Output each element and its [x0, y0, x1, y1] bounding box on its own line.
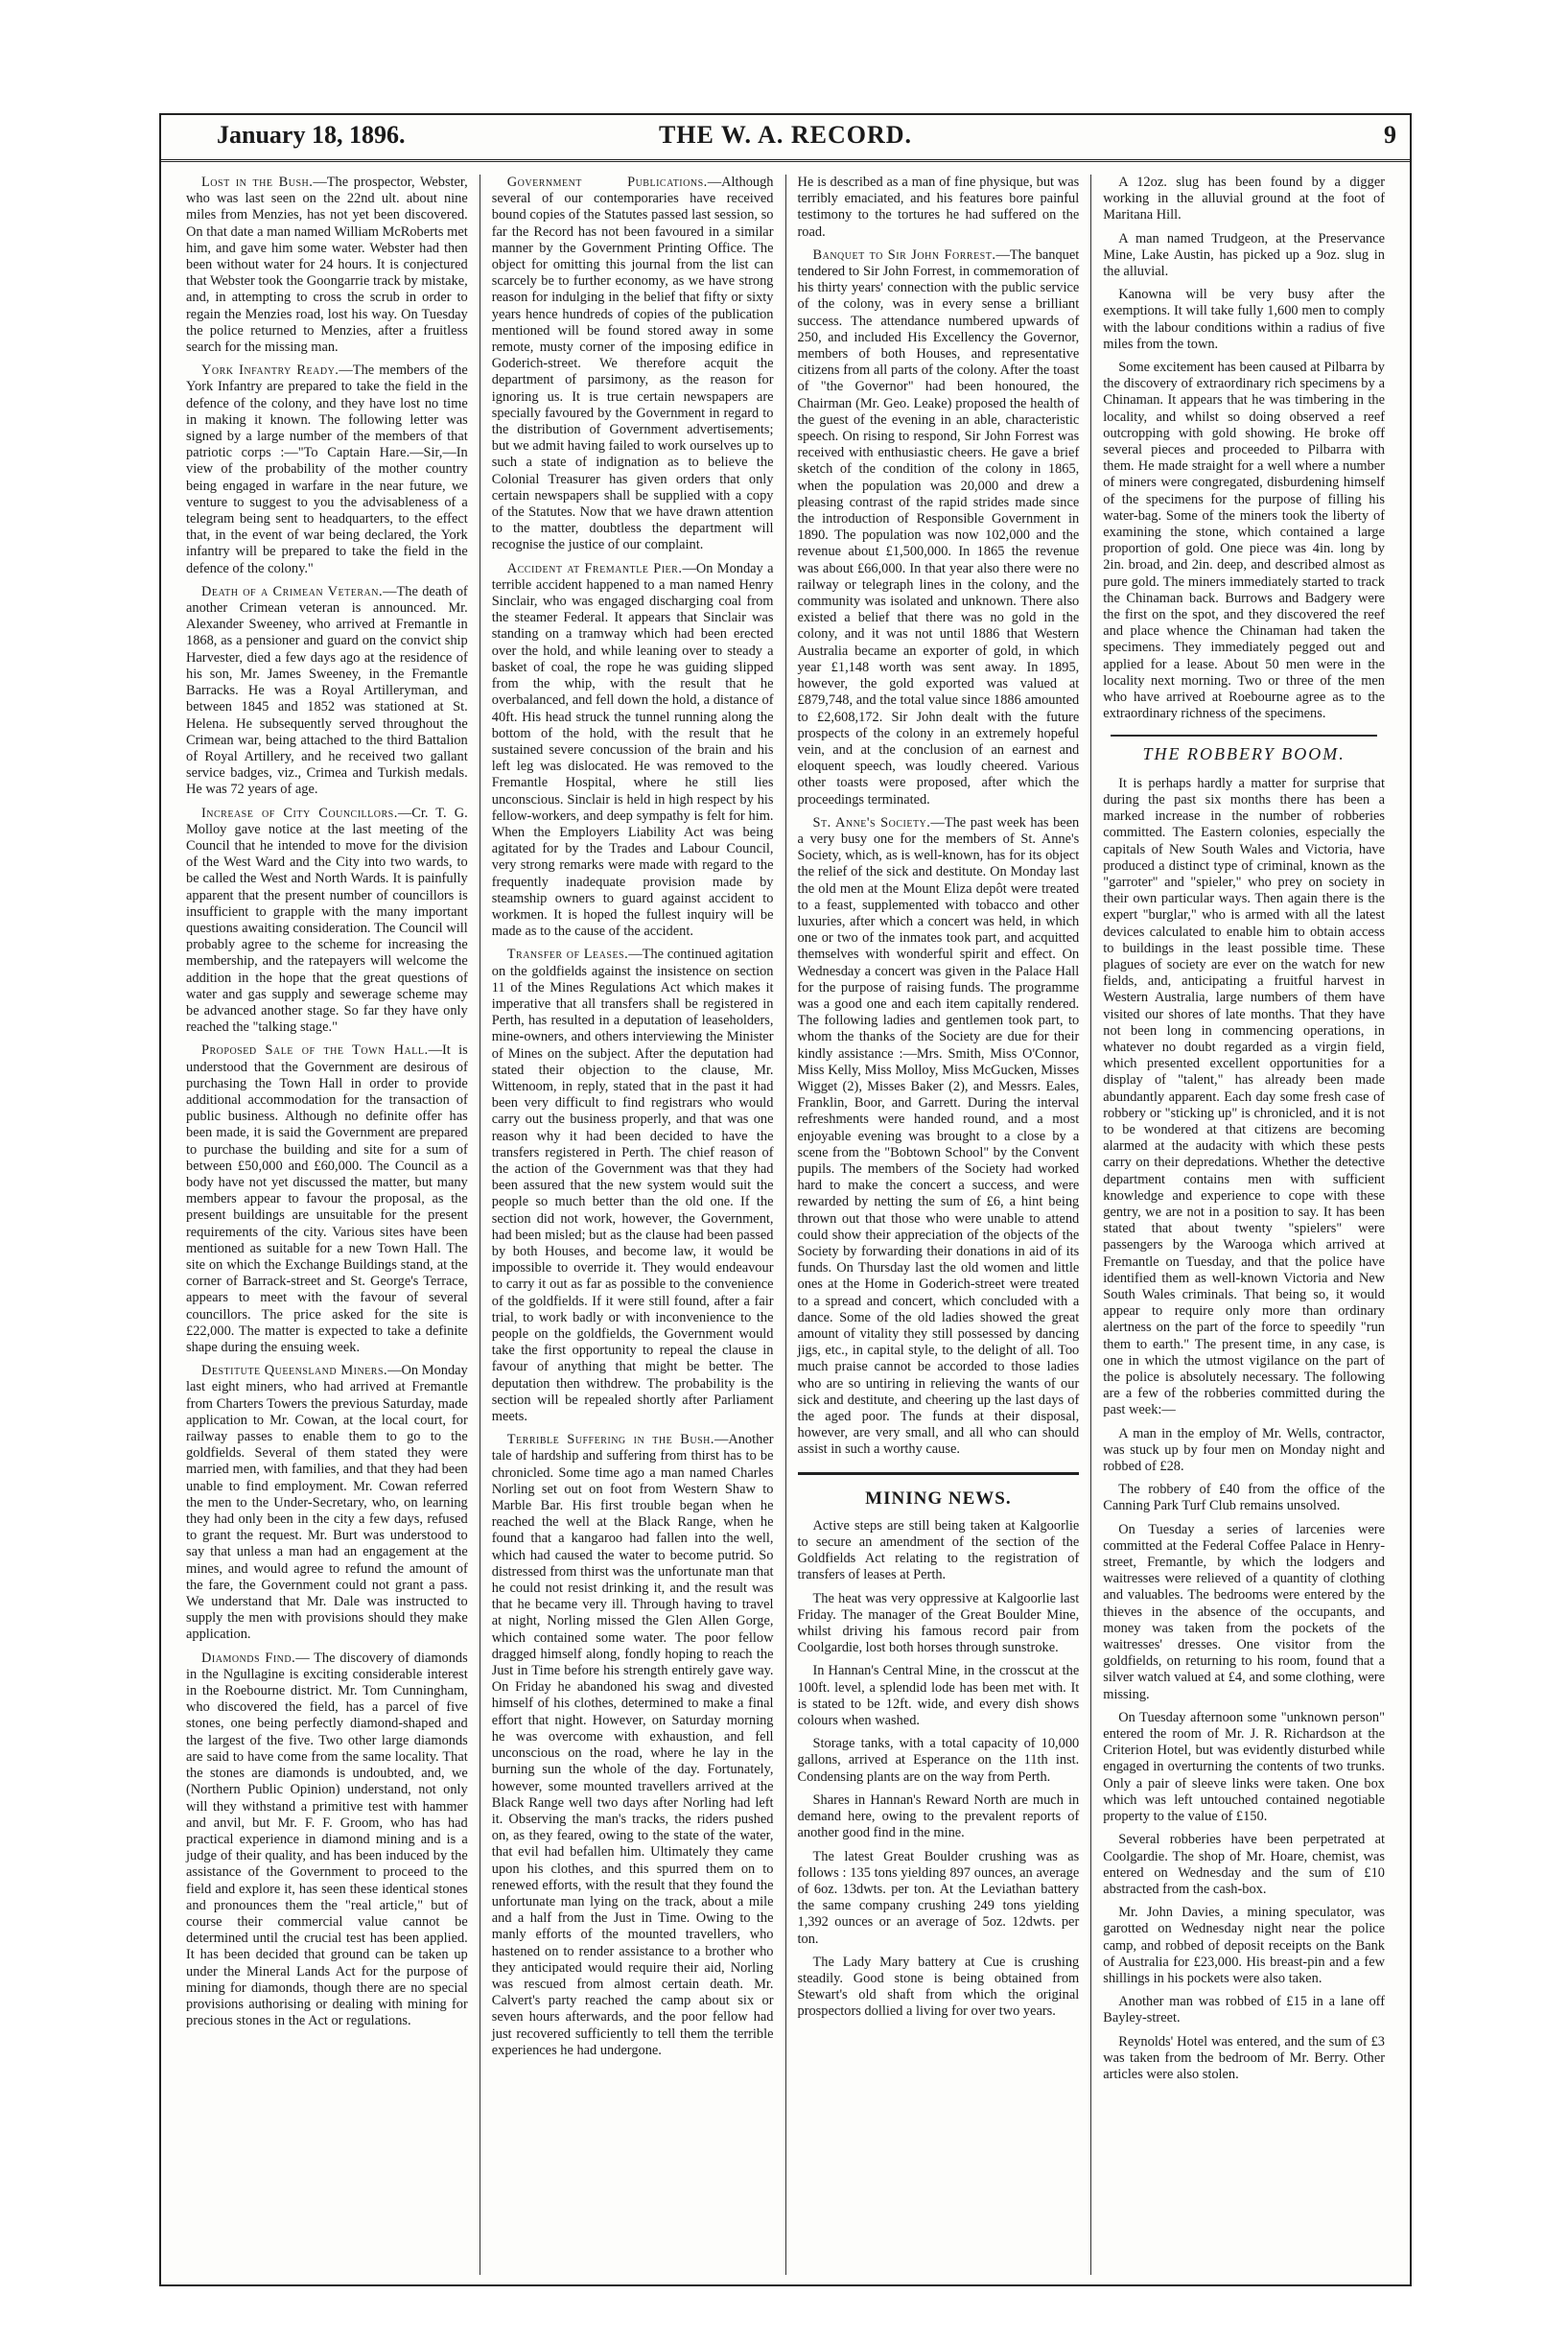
- mining-item: In Hannan's Central Mine, in the crosscut at the 100ft. level, a splendid lode has been met with. It is stated to be 12ft. wide, and every dish shows colours when washed.: [797, 1663, 1080, 1729]
- article-heading: Terrible Suffering in the Bush.: [506, 1432, 714, 1448]
- robbery-item: Several robberies have been perpetrated at Coolgardie. The shop of Mr. Hoare, chemist, was entered on Wednesday and the sum of £10 abstracted from the cash-box.: [1103, 1832, 1385, 1897]
- article-fremantle-pier: [492, 561, 774, 941]
- article-heading: Proposed Sale of the Town Hall.: [201, 1042, 429, 1059]
- robbery-item: On Tuesday a series of larcenies were committed at the Federal Coffee Palace in Henry-street, Fremantle, by which the lodgers and waitresses were relieved of a quantity of clothing and valuables. The bedrooms were entered by the thieves in the absence of the occupants, and money was taken from the pockets of the waitresses' dresses. One visitor from the goldfields, on returning to his room, found that a silver watch valued at £4, and some clothing, were missing.: [1103, 1521, 1385, 1702]
- article-body: —Cr. T. G. Molloy gave notice at the last meeting of the Council that he intended to move for the division of the West Ward and the City into two wards, to be called the West and North Wards. It is painfully apparent that the present number of councillors is insufficient to grapple with the many important questions awaiting consideration. The Council will probably agree to the scheme for increasing the membership, and the ratepayers will welcome the addition in the hope that the great questions of water and gas supply and sewerage scheme may be advanced another stage. So far they have only reached the "talking stage.": [186, 805, 468, 1036]
- robbery-item: The robbery of £40 from the office of the Canning Park Turf Club remains unsolved.: [1103, 1482, 1385, 1514]
- column-2: [480, 175, 785, 2275]
- article-heading: Diamonds Find.: [201, 1650, 296, 1666]
- article-columns: [175, 175, 1396, 2275]
- article-body: —The past week has been a very busy one for the members of St. Anne's Society, which, as is well-known, has for its object the relief of the sick and destitute. On Monday last the old men at the Mount Eliza depôt were treated to a feast, supplemented with tobacco and other luxuries, after which a concert was held, in which one or two of the inmates took part, and acquitted themselves with wonderful spirit and effect. On Wednesday a concert was given in the Palace Hall for the purpose of raising funds. The programme was a good one and each item capitally rendered. The following ladies and gentlemen took part, to whom the thanks of the Society are due for their kindly assistance :—Mrs. Smith, Miss O'Connor, Miss Kelly, Miss Molloy, Miss McGucken, Misses Wigget (2), Misses Baker (2), and Messrs. Eales, Franklin, Boor, and Garrett. During the interval refreshments were handed round, and a most enjoyable evening was brought to a close by a scene from the "Bobtown School" by the Convent pupils. The members of the Society had worked hard to make the concert a success, and were rewarded by netting the sum of £6, a hint being thrown out that those who were unable to attend could show their appreciation of the objects of the Society by forwarding their donations in aid of its funds. On Thursday last the old women and little ones at the Home in Goderich-street were treated to a spread and concert, which concluded with a dance. Some of the old ladies showed the great amount of vitality they still possessed by dancing jigs, etc., in capital style, to the delight of all. Too much praise cannot be accorded to those ladies who are so untiring in relieving the wants of our sick and destitute, and cheering up the last days of the aged poor. The funds at their disposal, however, are very small, and all who can should assist in such a worthy cause.: [797, 814, 1080, 1458]
- article-continuation: [798, 175, 1080, 241]
- mining-news-heading: MINING NEWS.: [865, 1487, 1012, 1509]
- article-diamonds-find: [186, 1651, 468, 2030]
- article-body: —The members of the York Infantry are prepared to take the field in the defence of the colony, and they have lost no time in making it known. The following letter was signed by a large number of the members of that patriotic corps :—"To Captain Hare.—Sir,—In view of the probability of the mother country being engaged in warfare in the near future, we venture to suggest to you the advisableness of a telegram being sent to headquarters, to the effect that, in the event of war being declared, the York infantry will be prepared to take the field in the defence of the colony.": [186, 363, 468, 576]
- column-3: [785, 175, 1091, 2275]
- robbery-item: On Tuesday afternoon some "unknown person" entered the room of Mr. J. R. Richardson at the Criterion Hotel, but was evidently disturbed while engaged in overturning the contents of two trunks. Only a pair of sleeve links were taken. One box which was left untouched contained negotiable property to the value of £150.: [1103, 1709, 1385, 1825]
- mining-item: Some excitement has been caused at Pilbarra by the discovery of extraordinary rich specimens by a Chinaman. It appears that he was timbering in the locality, and whilst so doing observed a reef outcropping with gold showing. He broke off several pieces and proceeded to Pilbarra with them. He made straight for a well where a number of miners were congregated, disburdening himself of the specimens for the purpose of filling his water-bag. Some of the miners took the liberty of examining the stone, which contained a large proportion of gold. One piece was 4in. long by 2in. broad, and 2in. deep, and described almost as pure gold. The miners immediately started to track the Chinaman back. Burrows and Badgery were the first on the spot, and they discovered the reef and place whence the Chinaman had taken the specimens. They immediately pegged out and applied for a lease. About 50 men were in the locality next morning. Two or three of the men who have arrived at Roebourne agree as to the extraordinary richness of the specimens.: [1103, 360, 1385, 722]
- mining-item: A 12oz. slug has been found by a digger working in the alluvial ground at the foot of Maritana Hill.: [1103, 175, 1385, 223]
- robbery-item: Another man was robbed of £15 in a lane off Bayley-street.: [1103, 1994, 1385, 2026]
- article-body: He is described as a man of fine physique, but was terribly emaciated, and his features bore painful testimony to the tortures he had suffered on the road.: [797, 175, 1080, 240]
- section-divider: [1111, 735, 1377, 737]
- mining-item: Storage tanks, with a total capacity of 10,000 gallons, arrived at Esperance on the 11th inst. Condensing plants are on the way from Perth.: [797, 1736, 1080, 1785]
- column-4: [1090, 175, 1396, 2275]
- article-transfer-of-leases: [492, 947, 774, 1425]
- robbery-item: Mr. John Davies, a mining speculator, was garotted on Wednesday night near the police camp, and robbed of deposit receipts on the Bank of Australia for £23,000. His breast-pin and a few shillings in his pockets were also taken.: [1103, 1905, 1385, 1986]
- mining-item: The latest Great Boulder crushing was as follows : 135 tons yielding 897 ounces, an average of 6oz. 13dwts. per ton. At the Leviathan battery the same company crushing 249 tons yielding 1,392 ounces or an average of 5oz. 12dwts. per ton.: [797, 1848, 1080, 1947]
- article-lost-in-bush: [186, 175, 468, 356]
- article-heading: Lost in the Bush.: [201, 175, 314, 190]
- article-body: — The discovery of diamonds in the Ngullagine is exciting considerable interest in the Roebourne district. Mr. Tom Cunningham, who discovered the field, has a parcel of five stones, one being perfectly diamond-shaped and the largest of the five. Two other large diamonds are said to have come from the same locality. That the stones are diamonds is undoubted, and, we (Northern Public Opinion) understand, not only will they withstand a primitive test with hammer and anvil, but Mr. F. F. Groom, who has had practical experience in diamond mining and is a judge of their quality, and has been induced by the assistance of the Government to proceed to the field and explore it, has seen these identical stones and pronounces them the "real article," but of course their commercial value cannot be determined until the crucial test has been applied. It has been decided that ground can be taken up under the Mineral Lands Act for the purpose of mining for diamonds, though there are no special provisions authorising or dealing with mining for precious stones in the Act or regulations.: [186, 1650, 468, 2029]
- robbery-intro: It is perhaps hardly a matter for surprise that during the past six months there has been a marked increase in the number of robberies committed. The Eastern colonies, especially the capitals of New South Wales and Victoria, have produced a distinct type of criminal, known as the "garroter" and "spieler," who prey on society in their own particular ways. Then again there is the expert "burglar," who is armed with all the latest devices calculated to enable him to obtain access to buildings in the least possible time. These plagues of society are ever on the watch for new fields, and, anticipating a fruitful harvest in Western Australia, large numbers of them have visited our shores of late months. That they have not been long in commencing operations, in whatever no doubt regarded as a virgin field, which presented excellent opportunities for a display of "talent," has already been made abundantly apparent. Each day some fresh case of robbery or "sticking up" is chronicled, and it is not to be wondered at that citizens are becoming alarmed at the audacity with which these pests carry on their depredations. Whether the detective department contains men with sufficient knowledge and experience to cope with these gentry, we are not in a position to say. It has been stated that about twenty "spielers" were passengers by the Warooga which arrived at Fremantle on Tuesday, and that the police have identified them as well-known Victoria and New South Wales criminals. That being so, it would appear to require only more than ordinary alertness on the part of the force to speedily "run them to earth." The present time, in any case, is one in which the utmost vigilance on the part of the police is absolutely necessary. The following are a few of the robberies committed during the past week:—: [1103, 775, 1385, 1418]
- article-heading: Government Publications.: [506, 175, 708, 190]
- mining-news-rule: [798, 1472, 1080, 1475]
- article-york-infantry: [186, 363, 468, 577]
- article-crimean-veteran: [186, 584, 468, 799]
- article-town-hall: [186, 1042, 468, 1356]
- article-heading: Accident at Fremantle Pier.: [506, 560, 683, 576]
- robbery-item: A man in the employ of Mr. Wells, contractor, was stuck up by four men on Monday night and robbed of £28.: [1103, 1425, 1385, 1475]
- page-number: 9: [1384, 121, 1396, 149]
- mining-item: Active steps are still being taken at Kalgoorlie to secure an amendment of the section of the Goldfields Act relating to the registration of transfers of leases at Perth.: [797, 1517, 1080, 1583]
- mining-item: The heat was very oppressive at Kalgoorlie last Friday. The manager of the Great Boulder Mine, whilst driving his famous record pair from Coolgardie, lost both horses through sunstroke.: [797, 1590, 1080, 1656]
- mining-item: Shares in Hannan's Reward North are much in demand here, owing to the prevalent reports of another good find in the mine.: [797, 1792, 1080, 1841]
- newspaper-title: THE W. A. RECORD.: [658, 121, 913, 149]
- mining-item: A man named Trudgeon, at the Preservance Mine, Lake Austin, has picked up a 9oz. slug in the alluvial.: [1103, 230, 1385, 280]
- article-heading: Banquet to Sir John Forrest.: [812, 246, 996, 263]
- issue-date: January 18, 1896.: [217, 121, 406, 149]
- article-body: —On Monday last eight miners, who had arrived at Fremantle from Charters Towers the previous Saturday, made application to Mr. Cowan, at the local court, for railway passes to enable them to go to the goldfields. Several of them stated they were married men, with families, and that they had been unable to find employment. Mr. Cowan referred the men to the Under-Secretary, who, on learning they had only been in the city a few days, refused to grant the request. Mr. Burt was understood to say that unless a man had an engagement at the mines, and would agree to refund the amount of the fare, the Government could not grant a pass. We understand that Mr. Dale was instructed to supply the men with provisions should they make application.: [186, 1363, 468, 1643]
- robbery-item: Reynolds' Hotel was entered, and the sum of £3 was taken from the bedroom of Mr. Berry. Other articles were also stolen.: [1103, 2033, 1385, 2082]
- masthead: [161, 115, 1410, 162]
- article-body: —The banquet tendered to Sir John Forrest, in commemoration of his thirty years' connection with the public service of the colony, was in every sense a brilliant success. The attendance numbered upwards of 250, and included His Excellency the Governor, members of both Houses, and representative citizens from all parts of the colony. After the toast of "the Governor" had been honoured, the Chairman (Mr. Geo. Leake) proposed the health of the guest of the evening in an able, characteristic speech. On rising to respond, Sir John Forrest was received with enthusiastic cheers. He gave a brief sketch of the condition of the colony in 1865, when the population was 20,000 and drew a pleasing contrast of the rapid strides made since the introduction of Responsible Government in 1890. The population was now 102,000 and the revenue about £1,500,000. In 1865 the revenue was about £66,000. In that year also there were no railway or telegraph lines in the colony, and the community was isolated and unknown. There also existed a belief that there was no gold in the colony, and it was not until 1886 that Western Australia became an exporter of gold, in which year £1,148 worth was sent away. In 1895, however, the gold exported was valued at £879,748, and the total value since 1886 amounted to £2,608,172. Sir John dealt with the future prospects of the colony in an extremely hopeful vein, and at the conclusion of an earnest and eloquent speech, was loudly cheered. Various other toasts were proposed, after which the proceedings terminated.: [797, 246, 1080, 808]
- article-city-councillors: [186, 806, 468, 1037]
- article-banquet-forrest: [798, 247, 1080, 808]
- mining-item: The Lady Mary battery at Cue is crushing steadily. Good stone is being obtained from Stewart's old shaft from which the original prospectors dollied a living for over two years.: [797, 1954, 1080, 2020]
- article-heading: Increase of City Councillors.: [201, 805, 398, 821]
- article-body: —Another tale of hardship and suffering from thirst has to be chronicled. Some time ago a man named Charles Norling set out on foot from Western Shaw to Marble Bar. His first trouble began when he reached the well at the Black Range, when he found that a kangaroo had fallen into the well, which had caused the water to become putrid. So distressed from thirst was the unfortunate man that he could not resist drinking it, and the result was that he became very ill. Through having to travel at night, Norling missed the Glen Allen Gorge, which contained some water. The poor fellow dragged himself along, fondly hoping to reach the Just in Time before his strength entirely gave way. On Friday he abandoned his swag and divested himself of his clothes, determined to make a final effort that night. However, on Saturday morning he was overcome with exhaustion, and fell unconscious on the road, where he lay in the burning sun the whole of the day. Fortunately, however, some mounted travellers arrived at the Black Range well two days after Norling had left it. Observing the man's tracks, the riders pushed on, as they feared, owing to the state of the water, that evil had befallen him. Ultimately they came upon his clothes, and this spurred them on to renewed efforts, with the result that they found the unfortunate man lying on the track, about a mile and a half from the Just in Time. Owing to the manly efforts of the mounted travellers, who hastened on to render assistance to a brother who they anticipated would require their aid, Norling was rescued from almost certain death. Mr. Calvert's party reached the camp about six or seven hours afterwards, and the poor fellow had just recovered sufficiently to tell them the terrible experiences he had undergone.: [491, 1432, 774, 2058]
- article-body: —The continued agitation on the goldfields against the insistence on section 11 of the Mines Regulations Act which makes it imperative that all transfers shall be registered in Perth, has resulted in a deputation of leaseholders, mine-owners, and others interviewing the Minister of Mines on the subject. After the deputation had stated their objection to the clause, Mr. Wittenoom, in reply, stated that in the past it had been very difficult to find registrars who would carry out the business properly, and that was one reason why it had been decided to have the transfers registered in Perth. The chief reason of the action of the Government was that they had been assured that the new system would suit the people so much better than the old one. If the section did not work, however, the Government, had been misled; but as the clause had been passed by both Houses, and become law, it would be impossible to override it. They would endeavour to carry it out as far as possible to the convenience of the goldfields. If it were still found, after a fair trial, to work badly or with inconvenience to the people on the goldfields, the Government would take the first opportunity to repeal the clause in favour of anything that might be better. The deputation then withdrew. The probability is the section will be repealed shortly after Parliament meets.: [491, 947, 774, 1425]
- article-heading: York Infantry Ready.: [201, 363, 339, 379]
- robbery-boom-heading: THE ROBBERY BOOM.: [1142, 743, 1346, 763]
- article-body: —The death of another Crimean veteran is announced. Mr. Alexander Sweeney, who arrived at Fremantle in 1868, as a pensioner and guard on the convict ship Harvester, died a few days ago at the residence of his son, Mr. James Sweeney, in the Fremantle Barracks. He was a Royal Artilleryman, and between 1845 and 1852 was stationed at St. Helena. He subsequently served throughout the Crimean war, being attached to the third Battalion of Royal Artillery, and he received two gallant service badges, viz., Crimea and Turkish medals. He was 72 years of age.: [186, 583, 468, 798]
- article-heading: Transfer of Leases.: [506, 947, 629, 963]
- article-heading: Death of a Crimean Veteran.: [201, 583, 384, 599]
- mining-item: Kanowna will be very busy after the exemptions. It will take fully 1,600 men to comply with the labour conditions within a radius of five miles from the town.: [1103, 287, 1385, 352]
- article-body: —Although several of our contemporaries have received bound copies of the Statutes passed last session, so far the Record has not been favoured in a similar manner by the Government Printing Office. The object for omitting this journal from the list can scarcely be to further economy, as we have strong reason for indulging in the belief that fifty or sixty years hence hundreds of copies of the publication mentioned will be found stored away in some remote, musty corner of the imposing edifice in Goderich-street. We therefore acquit the department of parsimony, as the reason for ignoring us. It is true certain newspapers are specially favoured by the Government in regard to the distribution of Government advertisements; but we admit having failed to work ourselves up to such a state of indignation as to believe the Colonial Treasurer has given orders that only certain newspapers shall be supplied with a copy of the Statutes. Now that we have drawn attention to the matter, doubtless the department will recognise the justice of our complaint.: [491, 175, 774, 553]
- article-st-annes-society: [798, 815, 1080, 1459]
- article-body: —The prospector, Webster, who was last seen on the 22nd ult. about nine miles from Menzies, has not yet been discovered. On that date a man named William McRoberts met him, and gave him some water. Webster had then been without water for 24 hours. It is conjectured that Webster took the Goongarrie track by mistake, and, in attempting to cross the scrub in order to regain the Menzies road, lost his way. On Tuesday the police returned to Menzies, after a fruitless search for the missing man.: [186, 175, 468, 356]
- article-body: —It is understood that the Government are desirous of purchasing the Town Hall in order to provide additional accommodation for the transaction of public business. Although no definite offer has been made, it is said the Government are prepared to purchase the building and site for a sum of between £50,000 and £60,000. The Council as a body have not yet discussed the matter, but many members appear to favour the proposal, as the present buildings are unsuitable for the present requirements of the city. Various sites have been mentioned as suitable for a new Town Hall. The site on which the Exchange Buildings stand, at the corner of Barrack-street and St. George's Terrace, appears to meet with the favour of several councillors. The price asked for the site is £22,000. The matter is expected to take a definite shape during the ensuing week.: [186, 1042, 468, 1356]
- article-heading: Destitute Queensland Miners.: [201, 1363, 388, 1379]
- article-heading: St. Anne's Society.: [812, 814, 931, 831]
- article-body: —On Monday a terrible accident happened to a man named Henry Sinclair, who was engaged discharging coal from the steamer Federal. It appears that Sinclair was standing on a tramway which had been erected over the hold, and while leaning over to steady a basket of coal, the rope he was guiding slipped from the whip, with the result that he overbalanced, and fell down the hold, a distance of 40ft. His head struck the tunnel running along the bottom of the hold, with the result that he sustained severe concussion of the brain and his left leg was dislocated. He was removed to the Fremantle Hospital, where he still lies unconscious. Sinclair is held in high respect by his fellow-workers, and deep sympathy is felt for him. When the Employers Liability Act was being agitated for by the Trades and Labour Council, very strong remarks were made with regard to the frequently inadequate provision made by steamship owners to guard against accident to workmen. It is hoped the fullest inquiry will be made as to the cause of the accident.: [491, 560, 774, 940]
- newspaper-page: [159, 113, 1412, 2286]
- article-suffering-in-bush: [492, 1432, 774, 2059]
- article-queensland-miners: [186, 1363, 468, 1643]
- column-1: [175, 175, 480, 2275]
- article-government-publications: [492, 175, 774, 554]
